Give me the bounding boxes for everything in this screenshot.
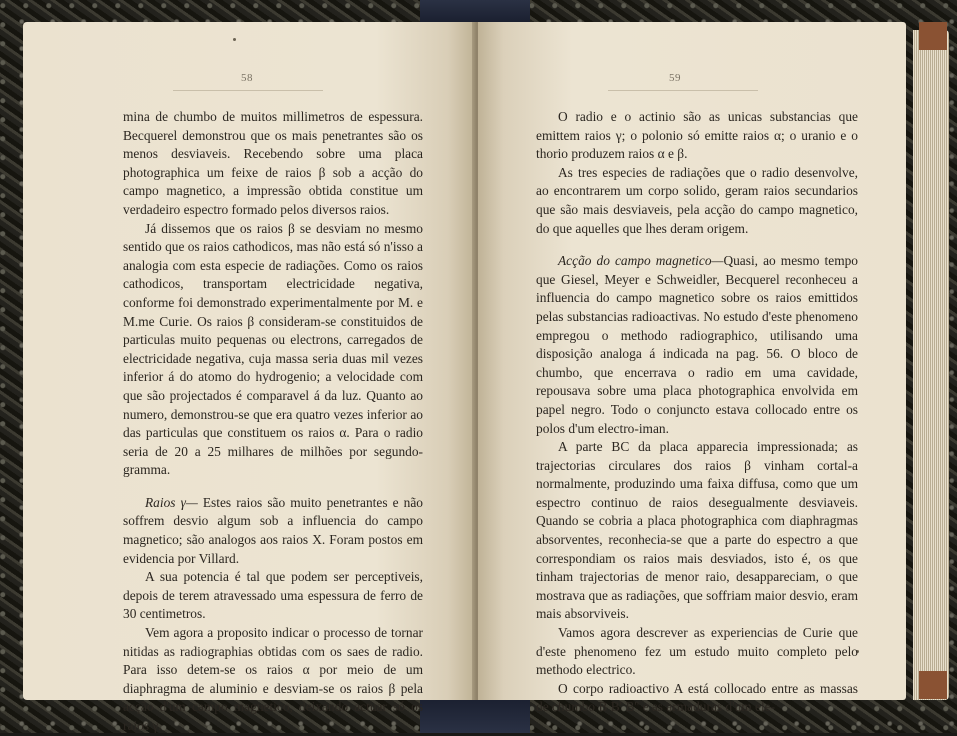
section-heading: Acção do campo magnetico— bbox=[558, 253, 724, 269]
left-page-text bbox=[123, 108, 423, 736]
page-number: 59 bbox=[669, 72, 681, 84]
page-number: 58 bbox=[241, 72, 253, 84]
paragraph-body: Quasi, ao mesmo tempo que Giesel, Meyer e Schweidler, Becquerel reconheceu a influencia do campo magnetico sobre os raios emittidos pelas substancias radioactivas. No estudo d'este phenomeno empregou o methodo radiographico, utilisando uma disposição analoga á indicada na pag. 56. O bloco de chumbo, que encerrava o radio em uma cavidade, repousava sobre uma placa photographica envolvida em papel negro. Todo o conjuncto estava collocado entre os polos d'um electro-iman. bbox=[536, 253, 859, 436]
right-page bbox=[478, 22, 906, 715]
paragraph: A sua potencia é tal que podem ser perceptiveis, depois de terem atravessado uma espessura de ferro de 30 centimetros. bbox=[123, 569, 423, 622]
paragraph-accao bbox=[536, 252, 858, 438]
book-spine-bottom bbox=[420, 699, 530, 733]
section-heading: Raios γ— bbox=[145, 494, 198, 510]
header-rule bbox=[608, 90, 758, 91]
paragraph: Vamos agora descrever as experiencias de Curie que d'este phenomeno fez um estudo muito completo pelo methodo electrico. bbox=[536, 625, 858, 678]
paragraph: Vem agora a proposito indicar o processo de tornar nitidas as radiographias obtidas com os saes de radio. Para isso detem-se os raios α por meio de um diaphragma de aluminio e desviam-se os raios β pela acção d'um campo magnetico, deixando actuar só os raios γ. bbox=[123, 625, 423, 733]
paper-speck bbox=[233, 38, 236, 41]
page-edges bbox=[913, 30, 949, 700]
paragraph: O radio e o actinio são as unicas substancias que emittem raios γ; o polonio só emitte raios α; o uranio e o thorio produzem raios α e β. bbox=[536, 109, 858, 162]
paragraph: mina de chumbo de muitos millimetros de espessura. Becquerel demonstrou que os mais penetrantes são os menos desviaveis. Recebendo sobre uma placa photographica um feixe de raios β sob a acção do campo magnetico, a impressão obtida constitue um verdadeiro espectro formado pelos diversos raios. bbox=[123, 109, 423, 217]
paragraph-body: Estes raios são muito penetrantes e não soffrem desvio algum sob a influencia do campo magnetico; são analogos aos raios X. Foram postos em evidencia por Villard. bbox=[123, 494, 423, 566]
paragraph: O corpo radioactivo A está collocado entre as massas de chumbo B B' B'' e as armaduras d'um ele- bbox=[536, 680, 858, 715]
header-rule bbox=[173, 90, 323, 91]
book-spine-top bbox=[420, 0, 530, 22]
cover-corner-bottom bbox=[919, 671, 947, 699]
left-page bbox=[23, 22, 475, 733]
right-page-text bbox=[536, 108, 858, 717]
paragraph: A parte BC da placa apparecia impressionada; as trajectorias circulares dos raios β vinham cortal-a normalmente, produzindo uma faixa diffusa, como que um espectro continuo de raios desegualmente desviaveis. Quando se cobria a placa photographica com diaphragmas absorventes, reconhecia-se que a parte do espectro a que correspondiam os raios mais desviados, isto é, os que tinham trajectorias de menor raio, desappareciam, o que mostrava que as radiações, que soffriam maior desvio, eram mais absorviveis. bbox=[536, 439, 858, 622]
cover-corner-top bbox=[919, 22, 947, 50]
paragraph: As tres especies de radiações que o radio desenvolve, ao encontrarem um corpo solido, geram raios secundarios que são mais desviaveis, pela acção do campo magnetico, do que aquelles que lhes deram origem. bbox=[536, 164, 858, 236]
paragraph: Já dissemos que os raios β se desviam no mesmo sentido que os raios cathodicos, mas não está só n'isso a analogia com esta especie de radiações. Como os raios cathodicos, transportam electricidade negativa, conforme foi demonstrado experimentalmente por M. e M.me Curie. Os raios β consideram-se constituidos de particulas muito pequenas ou electrons, carregados de electricidade negativa, cuja massa seria duas mil vezes inferior á do atomo do hydrogenio; a velocidade com que são projectados é comparavel á da luz. Quanto ao numero, demonstrou-se que era quatro vezes inferior ao das particulas que constituem os raios α. Para o radio seria de 20 a 25 milhares de milhões por segundo-gramma. bbox=[123, 220, 423, 478]
paragraph-raios-gamma bbox=[123, 494, 423, 568]
